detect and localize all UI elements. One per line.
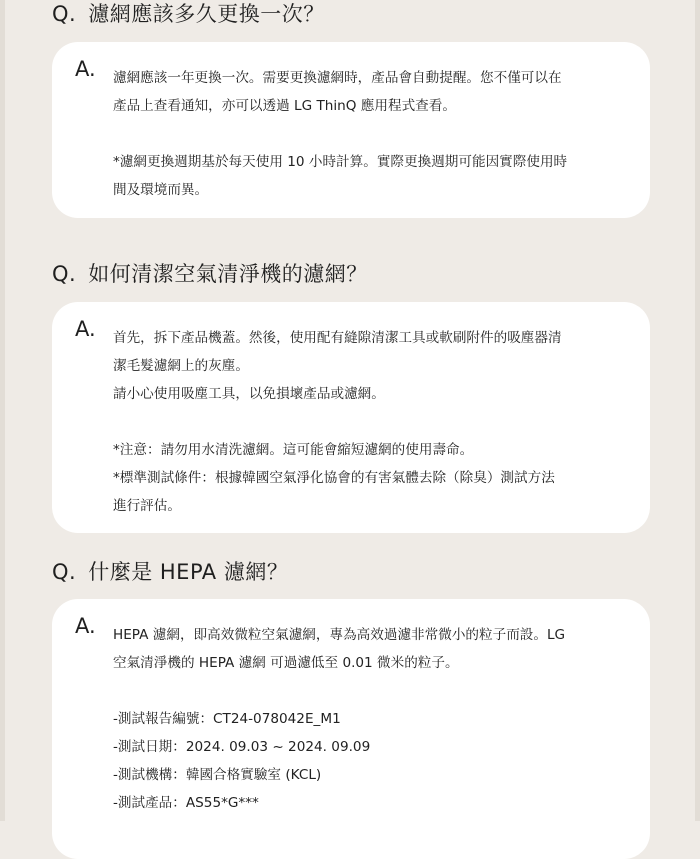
answer-line: -測試機構：韓國合格實驗室 (KCL) bbox=[113, 767, 322, 783]
answer-marker: A. bbox=[75, 317, 96, 341]
answer-line: 空氣清淨機的 HEPA 濾網 可過濾低至 0.01 微米的粒子。 bbox=[113, 655, 459, 671]
faq-answer-card-2 bbox=[52, 302, 650, 533]
answer-line: 潔毛髮濾網上的灰塵。 bbox=[113, 358, 249, 374]
answer-line: 請小心使用吸塵工具，以免損壞產品或濾網。 bbox=[113, 386, 385, 402]
paragraph-gap bbox=[113, 677, 624, 705]
answer-marker: A. bbox=[75, 57, 96, 81]
answer-line: -測試產品：AS55*G*** bbox=[113, 795, 259, 811]
answer-line: *標準測試條件：根據韓國空氣淨化協會的有害氣體去除（除臭）測試方法 bbox=[113, 470, 555, 486]
faq-answer-card-1 bbox=[52, 42, 650, 218]
answer-body bbox=[113, 324, 624, 520]
question-marker: Q. bbox=[52, 262, 77, 286]
answer-line: -測試日期：2024. 09.03 ~ 2024. 09.09 bbox=[113, 739, 371, 755]
faq-answer-card-3 bbox=[52, 599, 650, 859]
answer-line: 產品上查看通知，亦可以透過 LG ThinQ 應用程式查看。 bbox=[113, 98, 456, 114]
question-text: 什麼是 HEPA 濾網？ bbox=[88, 560, 289, 584]
answer-line: 首先，拆下產品機蓋。然後，使用配有縫隙清潔工具或軟刷附件的吸塵器清 bbox=[113, 330, 562, 346]
page-border-right bbox=[695, 0, 700, 821]
answer-line: 濾網應該一年更換一次。需要更換濾網時，產品會自動提醒。您不僅可以在 bbox=[113, 70, 562, 86]
answer-body bbox=[113, 621, 624, 817]
paragraph-gap bbox=[113, 120, 624, 148]
question-text: 濾網應該多久更換一次？ bbox=[88, 2, 325, 26]
faq-question-1 bbox=[52, 0, 325, 28]
faq-question-2 bbox=[52, 258, 368, 288]
question-text: 如何清潔空氣清淨機的濾網？ bbox=[88, 262, 368, 286]
answer-line: 進行評估。 bbox=[113, 498, 181, 514]
answer-line: -測試報告編號：CT24-078042E_M1 bbox=[113, 711, 341, 727]
answer-marker: A. bbox=[75, 614, 96, 638]
question-marker: Q. bbox=[52, 2, 77, 26]
paragraph-gap bbox=[113, 408, 624, 436]
question-marker: Q. bbox=[52, 560, 77, 584]
page-border-left bbox=[0, 0, 5, 821]
answer-body bbox=[113, 64, 624, 204]
answer-line: HEPA 濾網，即高效微粒空氣濾網，專為高效過濾非常微小的粒子而設。LG bbox=[113, 627, 566, 643]
answer-line: *濾網更換週期基於每天使用 10 小時計算。實際更換週期可能因實際使用時 bbox=[113, 154, 568, 170]
answer-line: 間及環境而異。 bbox=[113, 182, 209, 198]
answer-line: *注意：請勿用水清洗濾網。這可能會縮短濾網的使用壽命。 bbox=[113, 442, 474, 458]
faq-question-3 bbox=[52, 556, 288, 586]
